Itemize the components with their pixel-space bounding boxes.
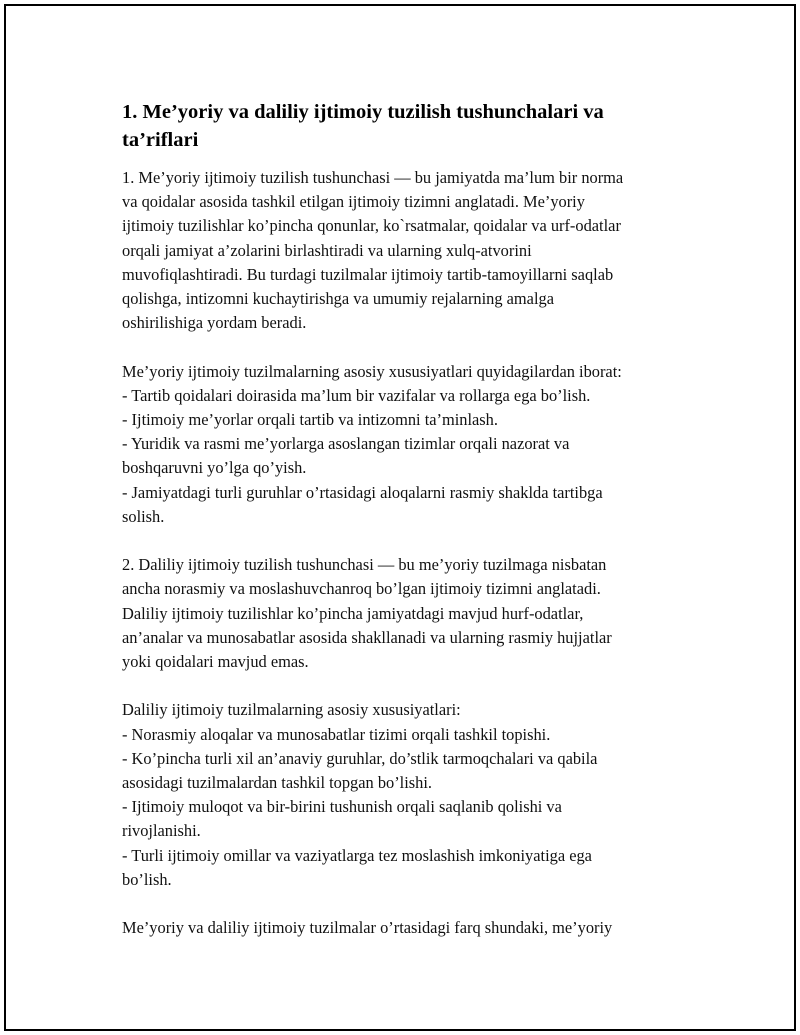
list-item-continuation: asosidagi tuzilmalardan tashkil topgan bo’lishi. — [122, 773, 432, 793]
list-item-continuation: rivojlanishi. — [122, 821, 201, 841]
text-line: Me’yoriy va daliliy ijtimoiy tuzilmalar o’rtasidagi farq shundaki, me’yoriy — [122, 918, 613, 938]
list-item: - Ijtimoiy muloqot va bir-birini tushunish orqali saqlanib qolishi va — [122, 797, 562, 817]
text-line: Daliliy ijtimoiy tuzilmalarning asosiy xususiyatlari: — [122, 700, 461, 720]
page-frame — [4, 4, 796, 1031]
list-item-continuation: solish. — [122, 506, 165, 526]
text-line: qolishga, intizomni kuchaytirishga va umumiy rejalarning amalga — [122, 289, 554, 309]
text-line: Me’yoriy ijtimoiy tuzilmalarning asosiy xususiyatlari quyidagilardan iborat: — [122, 361, 622, 381]
text-line: ancha norasmiy va moslashuvchanroq bo’lgan ijtimoiy tizimni anglatadi. — [122, 579, 601, 599]
text-line: oshirilishiga yordam beradi. — [122, 313, 307, 333]
list-item: - Yuridik va rasmi me’yorlarga asoslangan tizimlar orqali nazorat va — [122, 434, 570, 454]
paragraph-factual-definition — [122, 553, 692, 674]
text-line: an’analar va munosabatlar asosida shakllanadi va ularning rasmiy hujjatlar — [122, 627, 612, 647]
title-line: ta’riflari — [122, 129, 199, 151]
text-line: yoki qoidalari mavjud emas. — [122, 652, 309, 672]
paragraph-gap — [122, 529, 692, 553]
text-line: muvofiqlashtiradi. Bu turdagi tuzilmalar ijtimoiy tartib-tamoyillarni saqlab — [122, 264, 614, 284]
list-item: - Norasmiy aloqalar va munosabatlar tizimi orqali tashkil topishi. — [122, 724, 551, 744]
list-item: - Turli ijtimoiy omillar va vaziyatlarga tez moslashish imkoniyatiga ega — [122, 845, 592, 865]
paragraph-gap — [122, 335, 692, 359]
list-item-continuation: bo’lish. — [122, 869, 172, 889]
list-item: - Ko’pincha turli xil an’anaviy guruhlar, do’stlik tarmoqchalari va qabila — [122, 748, 598, 768]
list-item: - Ijtimoiy me’yorlar orqali tartib va intizomni ta’minlash. — [122, 410, 498, 430]
paragraph-gap — [122, 892, 692, 916]
list-item-continuation: boshqaruvni yo’lga qo’yish. — [122, 458, 307, 478]
text-line: Daliliy ijtimoiy tuzilishlar ko’pincha jamiyatdagi mavjud hurf-odatlar, — [122, 603, 584, 623]
list-item: - Jamiyatdagi turli guruhlar o’rtasidagi aloqalarni rasmiy shaklda tartibga — [122, 482, 603, 502]
paragraph-normative-features — [122, 360, 692, 529]
text-line: orqali jamiyat a’zolarini birlashtiradi va ularning xulq-atvorini — [122, 240, 532, 260]
text-line: 2. Daliliy ijtimoiy tuzilish tushunchasi — bu me’yoriy tuzilmaga nisbatan — [122, 555, 607, 575]
title-line: 1. Me’yoriy va daliliy ijtimoiy tuzilish tushunchalari va — [122, 101, 604, 123]
list-item: - Tartib qoidalari doirasida ma’lum bir vazifalar va rollarga ega bo’lish. — [122, 385, 591, 405]
text-line: ijtimoiy tuzilishlar ko’pincha qonunlar, ko`rsatmalar, qoidalar va urf-odatlar — [122, 216, 621, 236]
paragraph-comparison — [122, 916, 692, 940]
paragraph-normative-definition — [122, 166, 692, 335]
paragraph-gap — [122, 674, 692, 698]
paragraph-factual-features — [122, 698, 692, 892]
text-line: 1. Me’yoriy ijtimoiy tuzilish tushunchasi — bu jamiyatda ma’lum bir norma — [122, 168, 624, 187]
document-title — [122, 98, 692, 154]
document-body — [122, 98, 692, 940]
text-line: va qoidalar asosida tashkil etilgan ijtimoiy tizimni anglatadi. Me’yoriy — [122, 192, 585, 212]
